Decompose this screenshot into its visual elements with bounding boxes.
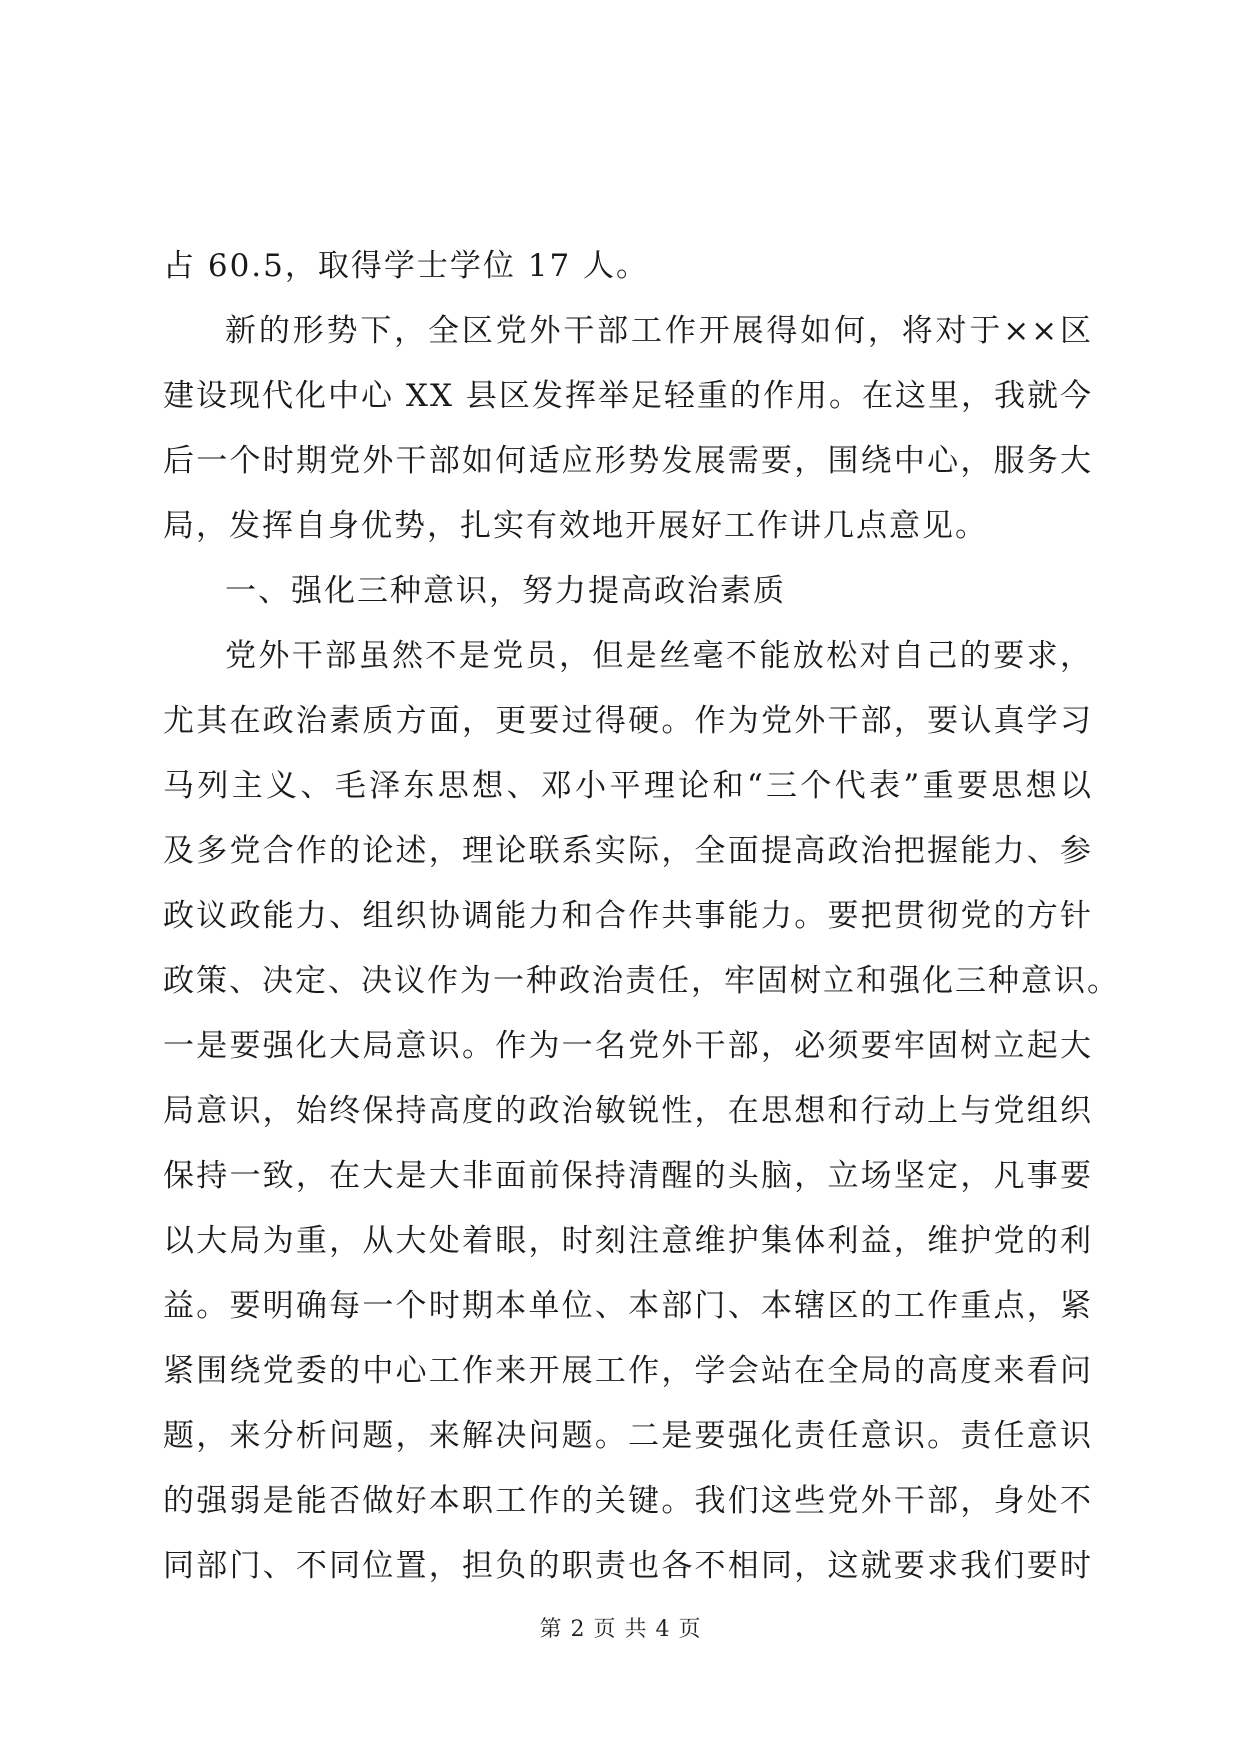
text-line: 占 60.5，取得学士学位 17 人。	[163, 248, 650, 284]
text-line: 新的形势下，全区党外干部工作开展得如何，将对于××区	[225, 313, 1093, 349]
text-line: 政议政能力、组织协调能力和合作共事能力。要把贯彻党的方针	[163, 898, 1093, 934]
text-line: 局，发挥自身优势，扎实有效地开展好工作讲几点意见。	[163, 508, 988, 544]
text-line: 局意识，始终保持高度的政治敏锐性，在思想和行动上与党组织	[163, 1093, 1093, 1129]
text-line: 后一个时期党外干部如何适应形势发展需要，围绕中心，服务大	[163, 443, 1093, 479]
text-line: 及多党合作的论述，理论联系实际，全面提高政治把握能力、参	[163, 833, 1093, 869]
text-line: 题，来分析问题，来解决问题。二是要强化责任意识。责任意识	[163, 1418, 1093, 1454]
text-line: 保持一致，在大是大非面前保持清醒的头脑，立场坚定，凡事要	[163, 1158, 1093, 1194]
text-line: 一是要强化大局意识。作为一名党外干部，必须要牢固树立起大	[163, 1028, 1093, 1064]
text-line: 同部门、不同位置，担负的职责也各不相同，这就要求我们要时	[163, 1548, 1093, 1584]
document-body	[163, 234, 1120, 1599]
text-line: 尤其在政治素质方面，更要过得硬。作为党外干部，要认真学习	[163, 703, 1093, 739]
text-line: 益。要明确每一个时期本单位、本部门、本辖区的工作重点，紧	[163, 1288, 1093, 1324]
text-line: 一、强化三种意识，努力提高政治素质	[225, 573, 786, 609]
text-line: 政策、决定、决议作为一种政治责任，牢固树立和强化三种意识。	[163, 963, 1120, 999]
text-line: 马列主义、毛泽东思想、邓小平理论和“三个代表”重要思想以	[163, 768, 1093, 804]
text-line: 的强弱是能否做好本职工作的关键。我们这些党外干部，身处不	[163, 1483, 1093, 1519]
text-line: 建设现代化中心 XX 县区发挥举足轻重的作用。在这里，我就今	[163, 378, 1093, 414]
page-footer: 第 2 页 共 4 页	[539, 1617, 702, 1642]
text-line: 以大局为重，从大处着眼，时刻注意维护集体利益，维护党的利	[163, 1223, 1093, 1259]
text-line: 党外干部虽然不是党员，但是丝毫不能放松对自己的要求，	[225, 638, 1093, 674]
text-line: 紧围绕党委的中心工作来开展工作，学会站在全局的高度来看问	[163, 1353, 1093, 1389]
